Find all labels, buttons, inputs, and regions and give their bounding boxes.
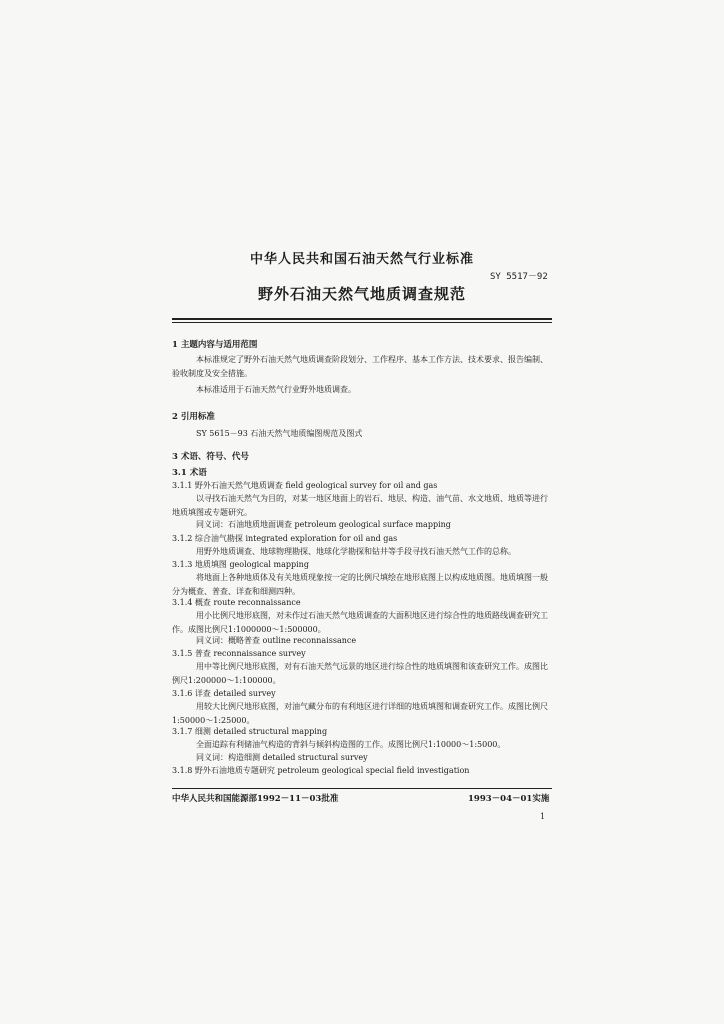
term-3-1-5-heading: 3.1.5 普查 reconnaissance survey <box>172 649 306 658</box>
section-2-reference: SY 5615－93 石油天然气地质编图规范及图式 <box>196 429 363 438</box>
term-3-1-4-synonym: 同义词：概略普查 outline reconnaissance <box>196 636 357 645</box>
document-title: 野外石油天然气地质调查规范 <box>257 285 466 303</box>
effective-date: 1993－04－01实施 <box>468 794 550 804</box>
term-3-1-2-definition: 用野外地质调查、地球物理勘探、地球化学勘探和钻井等手段寻找石油天然气工作的总称。 <box>196 547 516 556</box>
footer-rule <box>172 788 552 789</box>
page-number: 1 <box>540 812 546 821</box>
section-2-heading: 2 引用标准 <box>172 412 215 422</box>
section-3-heading: 3 术语、符号、代号 <box>172 452 249 462</box>
term-3-1-5-definition: 用中等比例尺地形底图，对有石油天然气远景的地区进行综合性的地质填图和该查研究工作。成图比例尺1:200000～1:100000。 <box>172 662 548 685</box>
section-1-paragraph-2: 本标准适用于石油天然气行业野外地质调查。 <box>196 385 356 394</box>
section-1-paragraph-1: 本标准规定了野外石油天然气地质调查阶段划分、工作程序、基本工作方法、技术要求、报告编制、验收制度及安全措施。 <box>172 355 548 378</box>
term-3-1-8-heading: 3.1.8 野外石油地质专题研究 petroleum geological special field investigation <box>172 766 470 775</box>
header-rule-thin <box>172 322 552 323</box>
section-1-heading: 1 主题内容与适用范围 <box>172 340 258 350</box>
term-3-1-2-heading: 3.1.2 综合油气勘探 integrated exploration for oil and gas <box>172 534 398 543</box>
section-3-1-heading: 3.1 术语 <box>172 468 207 478</box>
term-3-1-7-definition: 全面追踪有利储油气构造的背斜与倾斜构造图的工作。成图比例尺1:10000～1:5000。 <box>196 740 506 749</box>
standard-code: SY 5517－92 <box>490 272 548 282</box>
term-3-1-1-definition: 以寻找石油天然气为目的，对某一地区地面上的岩石、地层、构造、油气苗、水文地质、地质等进行地质填图或专题研究。 <box>172 494 548 517</box>
term-3-1-1-heading: 3.1.1 野外石油天然气地质调查 field geological survey for oil and gas <box>172 481 438 490</box>
term-3-1-3-heading: 3.1.3 地质填图 geological mapping <box>172 560 309 569</box>
term-3-1-7-heading: 3.1.7 细测 detailed structural mapping <box>172 727 328 736</box>
issuer-approval: 中华人民共和国能源部1992－11－03批准 <box>172 794 339 804</box>
term-3-1-4-definition: 用小比例尺地形底图，对未作过石油天然气地质调查的大面积地区进行综合性的地质路线调查研究工作。成图比例尺1:1000000～1:500000。 <box>172 611 548 634</box>
term-3-1-7-synonym: 同义词：构造细测 detailed structural survey <box>196 753 368 762</box>
term-3-1-1-synonym: 同义词：石油地质地面调查 petroleum geological surface mapping <box>196 520 451 529</box>
term-3-1-3-definition: 将地面上各种地质体及有关地质现象按一定的比例尺填绘在地形底图上以构成地质图。地质填图一般分为概查、普查、详查和细测四种。 <box>172 573 548 596</box>
country-standard-title: 中华人民共和国石油天然气行业标准 <box>249 252 474 267</box>
header-rule-thick <box>172 318 552 320</box>
term-3-1-6-definition: 用较大比例尺地形底图，对油气藏分布的有利地区进行详细的地质填图和调查研究工作。成图比例尺1:50000～1:25000。 <box>172 702 548 725</box>
term-3-1-6-heading: 3.1.6 详查 detailed survey <box>172 689 276 698</box>
term-3-1-4-heading: 3.1.4 概查 route reconnaissance <box>172 598 301 607</box>
